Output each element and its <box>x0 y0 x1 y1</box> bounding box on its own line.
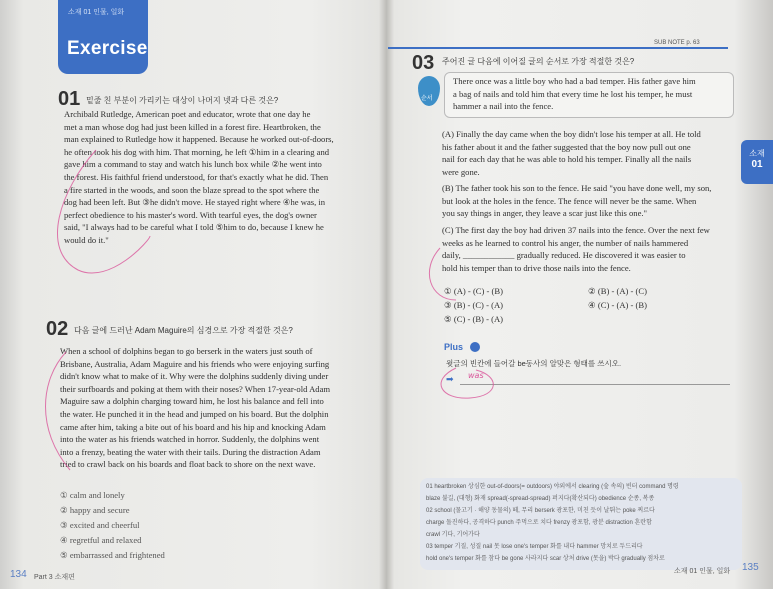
part-label: Part 3 소재편 <box>34 574 75 581</box>
answer-option[interactable]: ② (B) - (A) - (C) <box>588 286 648 296</box>
text-line: came after him, taking a bite out of his board and his hip and knocking Adam <box>60 421 326 432</box>
paragraph-a <box>442 128 738 178</box>
passage-01 <box>64 108 368 247</box>
side-tab-line2: 01 <box>751 159 763 170</box>
text-line: were gone. <box>442 166 480 177</box>
chapter-label: 소재 01 인물, 일화 <box>68 9 125 16</box>
question-number-02: 02 <box>46 318 69 340</box>
text-line: Archibald Rutledge, American poet and educator, wrote that one day he <box>64 109 311 119</box>
question-number-03: 03 <box>412 52 435 74</box>
text-line: perfect obedience to his master's word. With tearful eyes, the dog's owner <box>64 209 317 220</box>
text-line: the forest. His faithful friend understood, for that's exactly what he did. Then <box>64 171 329 182</box>
answer-option[interactable]: ③ (B) - (C) - (A) <box>444 300 504 310</box>
arrow-right-icon: ➡ <box>446 374 454 384</box>
order-type-label: 순서 <box>421 96 433 102</box>
vocabulary-box <box>420 478 742 570</box>
text-line: the water. He punched it in the head and jumped on his board. But the dolphin <box>60 408 329 419</box>
answer-option[interactable]: ④ (C) - (A) - (B) <box>588 300 648 310</box>
text-line: but look at the holes in the fence. The fence will never be the same. When <box>442 195 697 206</box>
vocab-line: 03 temper 기질, 성질 nail 못 lose one's temper 화를 내다 hammer 망치로 두드리다 <box>426 544 643 550</box>
text-line: There once was a little boy who had a bad temper. His father gave him <box>453 76 696 86</box>
sub-note-label: SUB NOTE p. 63 <box>654 40 700 46</box>
text-line: a fire started in the woods, and soon the blaze spread to the spot where the <box>64 184 320 195</box>
question-prompt-03: 주어진 글 다음에 이어질 글의 순서로 가장 적절한 것은? <box>442 57 635 66</box>
question-prompt-01: 밑줄 친 부분이 가리키는 대상이 나머지 넷과 다른 것은? <box>86 96 279 105</box>
text-line: met a man whose dog had just been killed in a forest fire. Heartbroken, the <box>64 121 321 132</box>
text-line: Brisbane, Australia, Adam Maguire and his friends who were enjoying surfing <box>60 358 330 369</box>
chapter-side-tab[interactable] <box>741 140 773 184</box>
answer-option[interactable]: ③ excited and cheerful <box>60 520 140 530</box>
text-line: man explained to Rutledge how it happened. Because he worked out-of-doors, <box>64 134 334 145</box>
handwritten-answer: was <box>468 371 484 380</box>
text-line: he often took his dog with him. That morning, he left ①him in a clearing and <box>64 146 330 157</box>
text-line: (B) The father took his son to the fence. He said "you have done well, my son, <box>442 183 712 193</box>
vocab-line: blaze 불길, (대형) 화재 spread(-spread-spread) 퍼지다(확산되다) obedience 순종, 복종 <box>426 496 655 502</box>
text-line: said, "I always had to be careful what I told ⑤him to do, because I knew he <box>64 222 324 233</box>
text-line: hold his temper than to drive those nails into the fence. <box>442 262 631 273</box>
passage-02 <box>60 345 366 471</box>
vocab-line: 01 heartbroken 상심한 out-of-doors(= outdoors) 야외에서 clearing (숲 속의) 빈터 command 명령 <box>426 484 679 490</box>
text-line: would do it." <box>64 234 109 245</box>
text-line: his father about it and the father suggested that the boy now pull out one <box>442 141 691 152</box>
text-line: weeks as he learned to control his anger, the number of nails hammered <box>442 237 689 248</box>
text-line: (A) Finally the day came when the boy didn't lose his temper at all. He told <box>442 129 701 139</box>
answer-option[interactable]: ⑤ (C) - (B) - (A) <box>444 314 504 324</box>
text-line: hammer a nail into the fence. <box>453 101 554 112</box>
page-number-right: 135 <box>742 562 759 573</box>
answer-option[interactable]: ⑤ embarrassed and frightened <box>60 550 165 560</box>
vocab-line: charge 돌진하다, 공격하다 punch 주먹으로 치다 frenzy 광포함, 광분 distraction 혼란함 <box>426 520 652 526</box>
answer-option[interactable]: ④ regretful and relaxed <box>60 535 142 545</box>
given-passage <box>453 75 729 113</box>
order-type-icon <box>418 76 440 106</box>
paragraph-c <box>442 224 738 274</box>
page-title: Exercise <box>67 38 148 59</box>
header-rule <box>388 47 728 49</box>
answer-option[interactable]: ① calm and lonely <box>60 490 125 500</box>
exercise-banner <box>58 0 148 74</box>
text-line: nail for each day that he was able to hold his temper. Finally all the nails <box>442 154 692 165</box>
text-line: Maguire saw a dolphin charging toward him, he lost his balance and fell into <box>60 396 324 407</box>
answer-option[interactable]: ② happy and secure <box>60 505 130 515</box>
text-line: didn't know what to make of it. Why were the dolphins suddenly diving under <box>60 371 329 382</box>
side-tab-line1: 소재 <box>749 149 765 158</box>
answer-line[interactable] <box>460 384 730 385</box>
answer-option[interactable]: ① (A) - (C) - (B) <box>444 286 504 296</box>
footer-label: 소재 01 인물, 일화 <box>674 568 731 575</box>
text-line: into a frenzy, beating the water with their tails. During the distraction Adam <box>60 446 321 457</box>
plus-label: Plus <box>444 342 464 352</box>
text-line: daily, ____________ gradually reduced. He discovered it was easier to <box>442 250 686 261</box>
plus-circle-icon <box>470 342 480 352</box>
paragraph-b <box>442 182 738 220</box>
vocab-line: crawl 기다, 기어가다 <box>426 532 480 538</box>
given-passage-box <box>444 72 734 118</box>
text-line: dog had been left. But ③he didn't move. He stayed right where ④he was, in <box>64 197 326 208</box>
question-prompt-02: 다음 글에 드러난 Adam Maguire의 심경으로 가장 적절한 것은? <box>74 326 293 335</box>
text-line: tried to crawl back on his boards and float back to shore on the next wave. <box>60 459 316 470</box>
text-line: into the water as his friends watched in horror. Suddenly, the dolphins went <box>60 434 320 445</box>
text-line: (C) The first day the boy had driven 37 nails into the fence. Over the next few <box>442 225 710 235</box>
vocab-line: 02 school (물고기 · 해양 동물의) 떼, 무리 berserk 광포한, 미친 듯이 날뛰는 poke 찌르다 <box>426 508 655 514</box>
text-line: gave him a command to stay and watch his lunch box while ②he went into <box>64 159 322 170</box>
text-line: their surfboards and poking at them with their noses? When 17-year-old Adam <box>60 383 331 394</box>
right-page <box>388 0 773 589</box>
text-line: When a school of dolphins began to go berserk in the waters just south of <box>60 346 313 356</box>
left-page <box>0 0 386 589</box>
plus-prompt: 윗글의 빈칸에 들어갈 be동사의 알맞은 형태를 쓰시오. <box>446 359 622 368</box>
question-number-01: 01 <box>58 88 81 110</box>
text-line: you say things in anger, they leave a scar just like this one." <box>442 208 648 219</box>
text-line: a bag of nails and told him that every time he lost his temper, he must <box>453 88 693 99</box>
vocab-line: hold one's temper 화를 참다 be gone 사라지다 scar 상처 drive (못을) 박다 gradually 점차로 <box>426 556 665 562</box>
page-number-left: 134 <box>10 569 27 580</box>
